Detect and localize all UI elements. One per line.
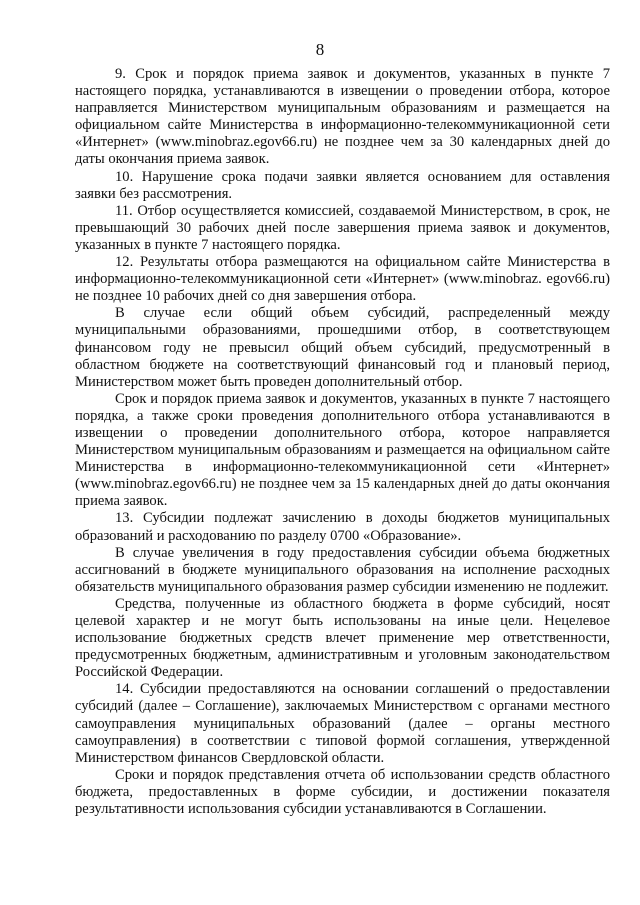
paragraph-12-selection-results: 12. Результаты отбора размещаются на официальном сайте Министерства в информационно-телекоммуникационной сети «Интернет» (www.minobraz. egov66.ru) не позднее 10 рабочих дней со дня завершения отбора. <box>75 254 610 305</box>
paragraph-additional-selection-terms: Срок и порядок приема заявок и документов, указанных в пункте 7 настоящего порядка, а также сроки проведения дополнительного отбора устанавливаются в извещении о проведении дополнительного отбора, которое направляется Министерством муниципальным образованиям и размещается на официальном сайте Министерства в информационно-телекоммуникационной сети «Интернет» (www.minobraz.egov66.ru) не позднее чем за 15 календарных дней до даты окончания приема заявок. <box>75 390 610 510</box>
paragraph-10-missed-deadline: 10. Нарушение срока подачи заявки является основанием для оставления заявки без рассмотрения. <box>75 168 610 202</box>
paragraph-allocation-increase: В случае увеличения в году предоставления субсидии объема бюджетных ассигнований в бюджете муниципального образования на исполнение расходных обязательств муниципального образования размер субсидии изменению не подлежит. <box>75 544 610 595</box>
page-number: 8 <box>315 40 325 59</box>
paragraph-target-use: Средства, полученные из областного бюджета в форме субсидий, носят целевой характер и не могут быть использованы на иные цели. Нецелевое использование бюджетных средств влечет применение мер ответственности, предусмотренных бюджетным, административным и уголовным законодательством Российской Федерации. <box>75 595 610 681</box>
paragraph-14-agreements: 14. Субсидии предоставляются на основании соглашений о предоставлении субсидий (далее – Соглашение), заключаемых Министерством с органами местного самоуправления муниципальных образований (далее – органы местного самоуправления) в соответствии с типовой формой соглашения, утвержденной Министерством финансов Свердловской области. <box>75 681 610 766</box>
paragraph-13-subsidy-crediting: 13. Субсидии подлежат зачислению в доходы бюджетов муниципальных образований и расходованию по разделу 0700 «Образование». <box>75 510 610 544</box>
document-body <box>75 66 610 818</box>
paragraph-reporting-terms: Сроки и порядок представления отчета об использовании средств областного бюджета, предоставленных в форме субсидии, и достижении показателя результативности использования субсидии устанавливаются в Соглашении. <box>75 766 610 818</box>
paragraph-additional-selection: В случае если общий объем субсидий, распределенный между муниципальными образованиями, прошедшими отбор, в соответствующем финансовом году не превысил общий объем субсидий, предусмотренный в областном бюджете на соответствующий финансовый год и плановый период, Министерством может быть проведен дополнительный отбор. <box>75 305 610 390</box>
paragraph-9-application-deadline: 9. Срок и порядок приема заявок и документов, указанных в пункте 7 настоящего порядка, устанавливаются в извещении о проведении отбора, которое направляется Министерством муниципальным образованиям и размещается на официальном сайте Министерства в информационно-телекоммуникационной сети «Интернет» (www.minobraz.egov66.ru) не позднее чем за 30 календарных дней до даты окончания приема заявок. <box>75 66 610 168</box>
paragraph-11-selection-commission: 11. Отбор осуществляется комиссией, создаваемой Министерством, в срок, не превышающий 30 рабочих дней после завершения приема заявок и документов, указанных в пункте 7 настоящего порядка. <box>75 202 610 253</box>
